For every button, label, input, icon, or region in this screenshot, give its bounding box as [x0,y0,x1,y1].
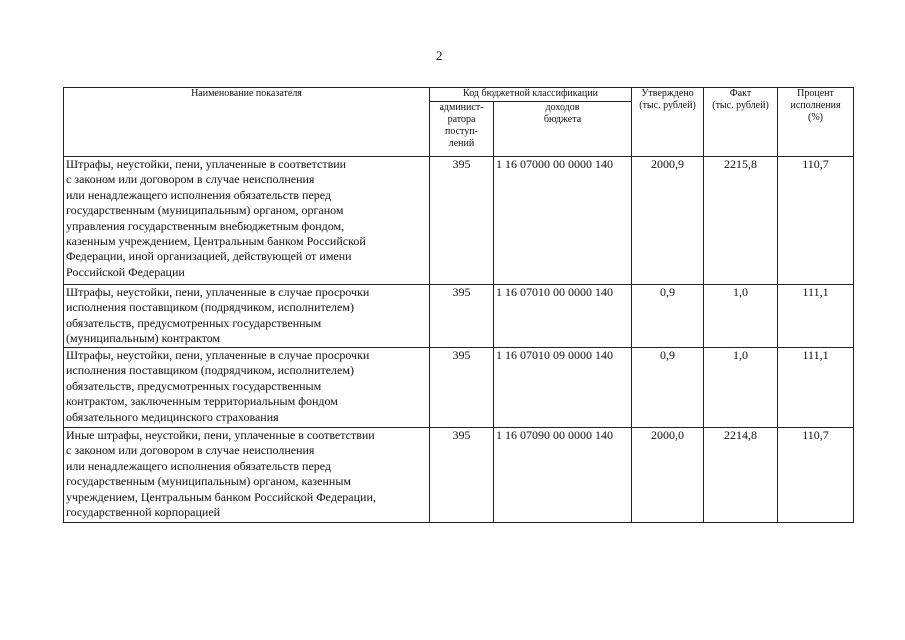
header-fact [704,88,778,157]
row-name-line: Иные штрафы, неустойки, пени, уплаченные в соответствии [66,428,375,442]
row-name-line: с законом или договором в случае неисполнения [66,443,315,458]
table-row [64,285,854,348]
row-fact: 1,0 [704,348,778,428]
row-name-line: контрактом, заключенным территориальным фондом [66,394,338,409]
header-approved [632,88,704,157]
header-admin-line: лений [448,138,475,149]
row-name [64,348,430,428]
header-admin-line: админист- [439,102,484,113]
row-name [64,157,430,285]
row-name-line: казенным учреждением, Центральным банком Российской [66,234,366,249]
row-fact: 2214,8 [704,428,778,523]
row-percent: 111,1 [778,348,854,428]
row-approved: 2000,9 [632,157,704,285]
table-row [64,157,854,285]
row-name-line: Штрафы, неустойки, пени, уплаченные в случае просрочки [66,285,370,299]
row-name-line: или ненадлежащего исполнения обязательств перед [66,458,332,473]
row-name-line: исполнения поставщиком (подрядчиком, исполнителем) [66,300,354,315]
row-name [64,428,430,523]
header-fact-line: (тыс. рублей) [712,100,769,111]
row-name-line: Федерации, иной организацией, действующей от имени [66,249,352,264]
row-admin: 395 [430,285,494,348]
row-name-line: Штрафы, неустойки, пени, уплаченные в соответствии [66,157,347,171]
row-name-line: государственным (муниципальным) органом, казенным [66,474,351,489]
row-percent: 110,7 [778,428,854,523]
header-income [494,102,632,157]
row-fact: 2215,8 [704,157,778,285]
row-name-line: государственной корпорацией [66,505,221,520]
row-name-line: (муниципальным) контрактом [66,331,221,346]
page-number: 2 [436,48,443,63]
row-code: 1 16 07010 00 0000 140 [494,285,632,348]
header-name: Наименование показателя [64,88,430,157]
header-percent-line: (%) [808,112,824,123]
row-name-line: обязательного медицинского страхования [66,409,279,424]
header-income-line: бюджета [543,114,582,125]
table-row [64,428,854,523]
row-percent: 110,7 [778,157,854,285]
row-admin: 395 [430,157,494,285]
row-name-line: обязательств, предусмотренных государственным [66,378,322,393]
row-name-line: Штрафы, неустойки, пени, уплаченные в случае просрочки [66,348,370,362]
row-name [64,285,430,348]
header-fact-line: Факт [729,88,752,99]
row-name-line: государственным (муниципальным) органом, органом [66,203,344,218]
row-code: 1 16 07010 09 0000 140 [494,348,632,428]
budget-table [63,87,854,523]
row-admin: 395 [430,428,494,523]
row-approved: 2000,0 [632,428,704,523]
header-administrator [430,102,494,157]
row-name-line: с законом или договором в случае неисполнения [66,172,315,187]
header-percent-line: исполнения [790,100,841,111]
row-name-line: обязательств, предусмотренных государственным [66,315,322,330]
header-income-line: доходов [545,102,580,113]
row-name-line: учреждением, Центральным банком Российской Федерации, [66,489,376,504]
row-name-line: или ненадлежащего исполнения обязательств перед [66,187,332,202]
header-budget-code: Код бюджетной классификации [430,88,632,102]
row-code: 1 16 07090 00 0000 140 [494,428,632,523]
row-name-line: Российской Федерации [66,264,185,279]
header-approved-line: Утверждено [641,88,694,99]
header-percent-line: Процент [797,88,834,99]
row-approved: 0,9 [632,285,704,348]
header-percent [778,88,854,157]
row-admin: 395 [430,348,494,428]
header-admin-line: поступ- [445,126,478,137]
row-percent: 111,1 [778,285,854,348]
row-name-line: управления государственным внебюджетным фондом, [66,218,345,233]
row-name-line: исполнения поставщиком (подрядчиком, исполнителем) [66,363,354,378]
table-row [64,348,854,428]
row-fact: 1,0 [704,285,778,348]
row-code: 1 16 07000 00 0000 140 [494,157,632,285]
row-approved: 0,9 [632,348,704,428]
header-approved-line: (тыс. рублей) [639,100,696,111]
header-admin-line: ратора [447,114,476,125]
